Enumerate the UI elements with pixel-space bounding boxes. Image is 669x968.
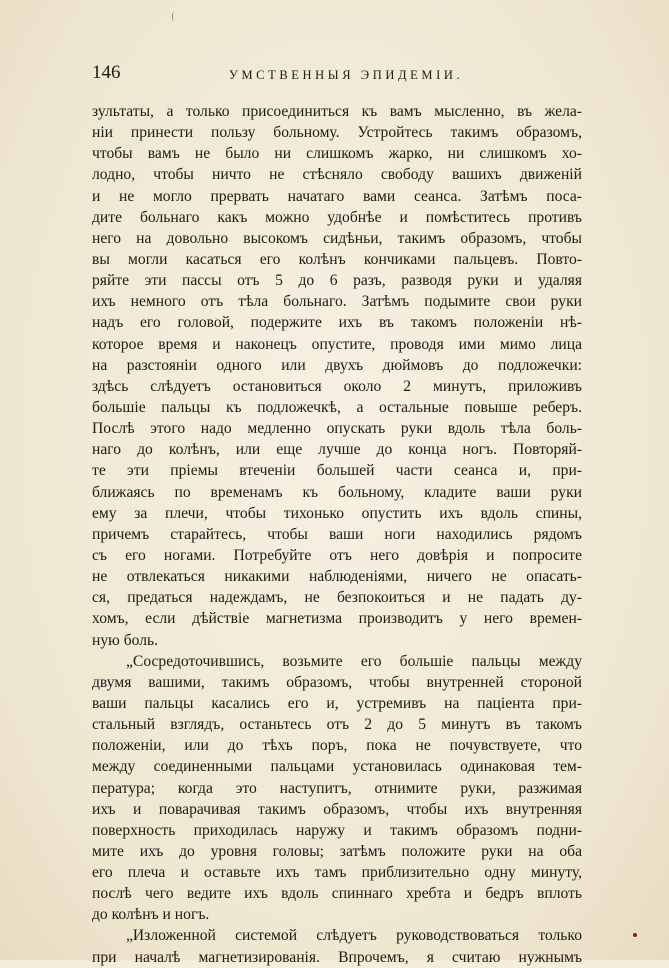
text-line: те эти пріемы втеченіи большей части сеанса и, при- (92, 462, 582, 480)
text-line: ніи принести пользу больному. Устройтесь такимъ образомъ, (92, 124, 582, 142)
text-line: ихъ и поварачивая такимъ образомъ, чтобы ихъ внутренняя (92, 800, 582, 818)
ink-speck (633, 933, 637, 937)
text-line: Послѣ этого надо медленно опускать руки вдоль тѣла боль- (92, 420, 582, 438)
text-line: ваши пальцы касались его и, устремивъ на паціента при- (92, 694, 582, 712)
text-line: съ его ногами. Потребуйте отъ него довѣрія и попросите (92, 546, 582, 564)
page-header (92, 62, 582, 86)
text-line: поверхность приходилась наружу и такимъ образомъ подни- (92, 821, 582, 839)
text-line: „Сосредоточившись, возьмите его большіе пальцы между (126, 652, 582, 670)
text-line: послѣ чего ведите ихъ вдоль спиннаго хребта и бедръ вплоть (92, 885, 582, 903)
text-line: которое время и наконецъ опустите, проводя ими мимо лица (92, 335, 582, 353)
text-line: до колѣнъ и ногъ. (92, 906, 210, 924)
text-line: причемъ старайтесь, чтобы ваши ноги находились рядомъ (92, 525, 582, 543)
text-line: ную боль. (92, 631, 159, 649)
text-line: при началѣ магнетизированія. Впрочемъ, я считаю нужнымъ (92, 948, 582, 966)
text-line: него на довольно высокомъ сидѣньи, такимъ образомъ, чтобы (92, 229, 582, 247)
text-line: надъ его головой, подержите ихъ въ такомъ положеніи нѣ- (92, 314, 582, 332)
text-line: мите ихъ до уровня головы; затѣмъ положите руки на оба (92, 842, 582, 860)
text-line: здѣсь слѣдуетъ остановиться около 2 минутъ, приложивъ (92, 377, 582, 395)
text-line: дите больнаго какъ можно удобнѣе и помѣститесь противъ (92, 208, 582, 226)
text-line: большіе пальцы къ подложечкѣ, а остальные повыше реберъ. (92, 398, 582, 416)
text-line: на разстояніи одного или двухъ дюймовъ до подложечки: (92, 356, 582, 374)
text-line: его плеча и оставьте ихъ тамъ приблизительно одну минуту, (92, 864, 582, 882)
running-title: УМСТВЕННЫЯ ЭПИДЕМІИ. (229, 68, 464, 82)
text-line: вы могли касаться его колѣнъ кончиками пальцевъ. Повто- (92, 250, 582, 268)
text-line: ему за плечи, чтобы тихонько опустить ихъ вдоль спины, (92, 504, 582, 522)
text-line: не отвлекаться никакими наблюденіями, ничего не опасать- (92, 568, 582, 586)
text-line: ряйте эти пассы отъ 5 до 6 разъ, разводя руки и удаляя (92, 272, 582, 290)
text-line: стальный взглядъ, останьтесь отъ 2 до 5 минутъ въ такомъ (92, 716, 582, 734)
text-line: лодно, чтобы ничто не стѣсняло свободу вашихъ движеній (92, 166, 582, 184)
text-line: положеніи, или до тѣхъ поръ, пока не почувствуете, что (92, 737, 582, 755)
text-line: хомъ, если дѣйствіе магнетизма производитъ у него времен- (92, 610, 582, 628)
page-mark (172, 12, 176, 21)
text-line: ихъ немного отъ тѣла больнаго. Затѣмъ подымите свои руки (92, 293, 582, 311)
text-line: ся, предаться надеждамъ, не безпокоиться и не падать ду- (92, 589, 582, 607)
text-line: между соединенными пальцами установилась одинаковая тем- (92, 758, 582, 776)
text-line: и не могло прервать начатаго вами сеанса. Затѣмъ поса- (92, 187, 582, 205)
text-line: чтобы вамъ не было ни слишкомъ жарко, ни слишкомъ хо- (92, 145, 582, 163)
page-number: 146 (92, 62, 121, 83)
text-line: наго до колѣнъ, или еще лучше до конца ногъ. Повторяй- (92, 441, 582, 459)
text-line: „Изложенной системой слѣдуетъ руководствоваться только (126, 927, 582, 945)
text-line: двумя вашими, такимъ образомъ, чтобы внутренней стороной (92, 673, 582, 691)
text-line: пература; когда это наступитъ, отнимите руки, разжимая (92, 779, 582, 797)
text-line: ближаясь по временамъ къ больному, кладите ваши руки (92, 483, 582, 501)
text-line: зультаты, а только присоединиться къ вамъ мысленно, въ жела- (92, 103, 582, 120)
body-text (92, 101, 582, 968)
